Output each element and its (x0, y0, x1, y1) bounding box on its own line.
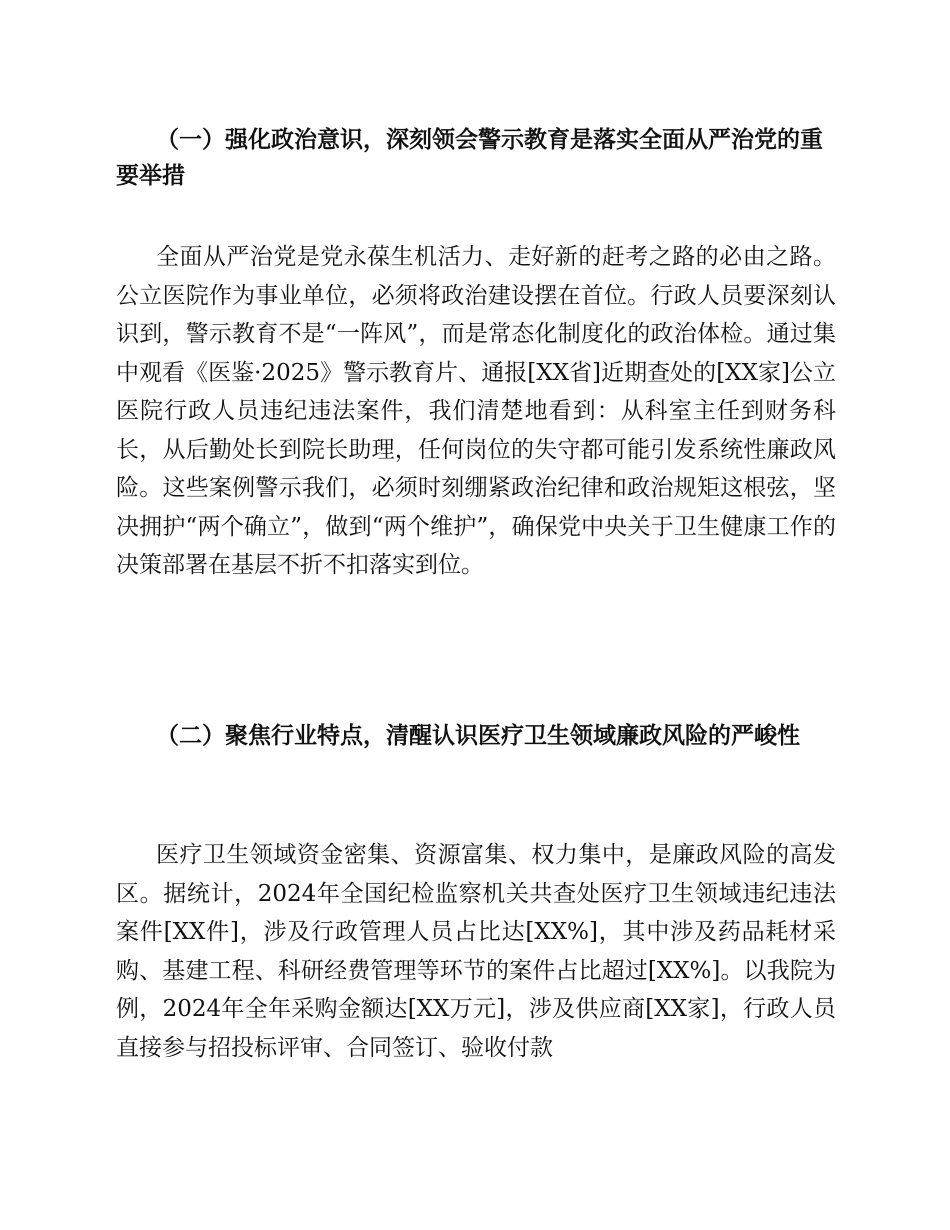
section-1-paragraph: 全面从严治党是党永葆生机活力、走好新的赶考之路的必由之路。公立医院作为事业单位，必须将政治建设摆在首位。行政人员要深刻认识到，警示教育不是“一阵风”，而是常态化制度化的政治体检。通过集中观看《医鉴·2025》警示教育片、通报[XX省]近期查处的[XX家]公立医院行政人员违纪违法案件，我们清楚地看到：从科室主任到财务科长，从后勤处长到院长助理，任何岗位的失守都可能引发系统性廉政风险。这些案例警示我们，必须时刻绷紧政治纪律和政治规矩这根弦，坚决拥护“两个确立”，做到“两个维护”，确保党中央关于卫生健康工作的决策部署在基层不折不扣落实到位。 (116, 244, 836, 578)
section-1-heading: （一）强化政治意识，深刻领会警示教育是落实全面从严治党的重要举措 (116, 127, 823, 189)
section-2-heading: （二）聚焦行业特点，清醒认识医疗卫生领域廉政风险的严峻性 (156, 723, 800, 749)
section-2-paragraph: 医疗卫生领域资金密集、资源富集、权力集中，是廉政风险的高发区。据统计，2024年全国纪检监察机关共查处医疗卫生领域违纪违法案件[XX件]，涉及行政管理人员占比达[XX%]，其中涉及药品耗材采购、基建工程、科研经费管理等环节的案件占比超过[XX%]。以我院为例，2024年全年采购金额达[XX万元]，涉及供应商[XX家]，行政人员直接参与招投标评审、合同签订、验收付款 (116, 842, 836, 1061)
